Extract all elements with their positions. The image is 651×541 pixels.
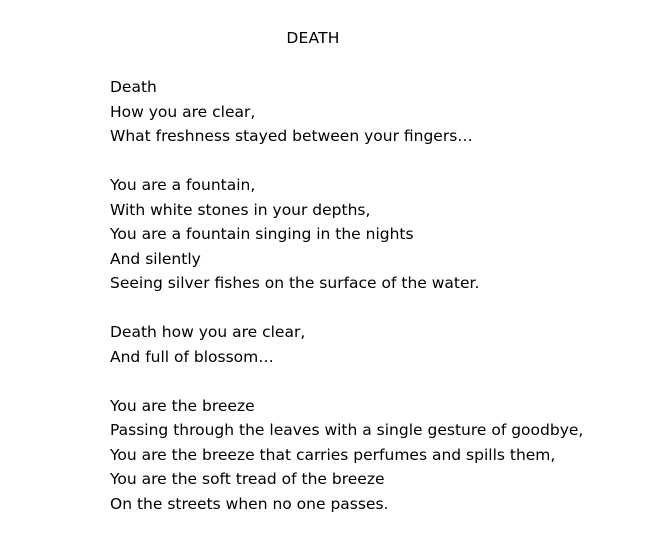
poem-body <box>110 75 645 541</box>
stanza-2 <box>110 173 645 296</box>
poem-line: On the streets when no one passes. <box>110 494 389 513</box>
poem-line: And silently <box>110 249 201 268</box>
poem-line: You are the breeze that carries perfumes and spills them, <box>110 445 556 464</box>
poem-line: And full of blossom… <box>110 347 274 366</box>
stanza-4 <box>110 394 645 517</box>
poem-line: What freshness stayed between your fingers… <box>110 127 473 145</box>
poem-line: Seeing silver fishes on the surface of the water. <box>110 274 480 292</box>
poem-title: DEATH <box>286 29 340 47</box>
poem-line: You are a fountain singing in the nights <box>110 225 414 243</box>
poem-line: Passing through the leaves with a single gesture of goodbye, <box>110 421 584 439</box>
poem-line: Death <box>110 78 157 96</box>
stanza-1 <box>110 75 645 149</box>
stanza-3 <box>110 320 645 369</box>
poem-line: You are the soft tread of the breeze <box>110 470 385 488</box>
poem-line: Death how you are clear, <box>110 323 306 341</box>
poem-line: You are a fountain, <box>110 176 256 194</box>
poem-line: You are the breeze <box>110 396 255 415</box>
poem-line: How you are clear, <box>110 102 256 121</box>
poem-line: With white stones in your depths, <box>110 200 371 219</box>
